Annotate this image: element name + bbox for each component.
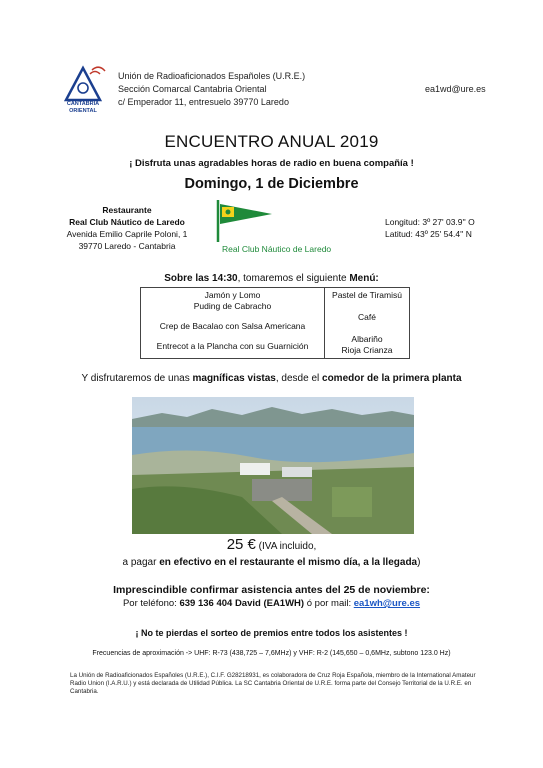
header-org: Unión de Radioaficionados Españoles (U.R.E.) — [118, 71, 306, 81]
views-part: , desde el — [275, 373, 323, 384]
views-highlight: comedor de la primera planta — [322, 373, 462, 384]
menu-intro-text: , tomaremos el siguiente — [237, 273, 350, 284]
longitude: Longitud: 3º 27' 03.9'' O — [385, 217, 475, 227]
payment-text: a pagar — [122, 557, 160, 568]
menu-time: Sobre las 14:30 — [164, 273, 238, 284]
contact-phone: 639 136 404 David (EA1WH) — [179, 598, 305, 609]
menu-left-column — [141, 288, 325, 359]
menu-item: Rioja Crianza — [341, 345, 393, 355]
confirm-contact — [0, 598, 543, 609]
menu-intro — [0, 273, 543, 284]
header-section: Sección Comarcal Cantabria Oriental — [118, 84, 267, 94]
logo-text-1: CANTABRIA — [66, 101, 100, 107]
event-date: Domingo, 1 de Diciembre — [184, 176, 359, 192]
contact-label: ó por mail: — [304, 598, 354, 609]
logo-text-2: ORIENTAL — [69, 108, 97, 114]
footer-note: La Unión de Radioaficionados Españoles (U.R.E.), C.I.F. G28218931, es colaboradora de Cruz Roja Española, miembro de la International Amateur Radio Union (I.A.R.U.) y está declarada de Utilidad Pública. La SC Cantabria Oriental de U.R.E. forma parte del Consejo Territorial de la U.R.E. en Cantabria. — [70, 672, 476, 695]
menu-item: Puding de Cabracho — [193, 301, 272, 311]
aerial-photo-image — [132, 397, 414, 534]
raffle-note: ¡ No te pierdas el sorteo de premios entre todos los asistentes ! — [135, 628, 408, 638]
menu-item: Entrecot a la Plancha con su Guarnición — [156, 341, 309, 351]
price-iva: (IVA incluido, — [255, 541, 317, 552]
views-part: Y disfrutaremos de unas — [81, 373, 193, 384]
ure-logo — [60, 64, 106, 116]
header-address: c/ Emperador 11, entresuelo 39770 Laredo — [118, 97, 289, 107]
club-logo-caption: Real Club Náutico de Laredo — [222, 244, 332, 254]
venue-name: Real Club Náutico de Laredo — [69, 217, 185, 227]
menu-item: Albariño — [351, 334, 383, 344]
confirm-title: Imprescindible confirmar asistencia antes del 25 de noviembre: — [113, 584, 430, 596]
payment-line — [0, 557, 543, 568]
event-title: ENCUENTRO ANUAL 2019 — [164, 132, 379, 151]
price-amount: 25 € — [226, 536, 256, 553]
venue-address-2: 39770 Laredo - Cantabria — [78, 241, 176, 251]
header-email[interactable]: ea1wd@ure.es — [425, 84, 486, 94]
payment-highlight: en efectivo en el restaurante el mismo día, a la llegada — [159, 557, 418, 568]
club-logo — [212, 198, 352, 258]
payment-text: ) — [417, 557, 421, 568]
menu-item: Jamón y Lomo — [204, 290, 261, 300]
price-line — [0, 536, 543, 554]
event-subtitle: ¡ Disfruta unas agradables horas de radio en buena compañía ! — [129, 158, 414, 169]
menu-item: Pastel de Tiramisú — [332, 290, 402, 300]
contact-label: Por teléfono: — [122, 598, 180, 609]
contact-email-link[interactable]: ea1wh@ure.es — [353, 598, 421, 609]
venue-address-1: Avenida Emilio Caprile Poloni, 1 — [66, 229, 188, 239]
aerial-photo — [132, 397, 414, 534]
views-highlight: magníficas vistas — [192, 373, 276, 384]
menu-right-column — [325, 288, 410, 359]
menu-label: Menú: — [349, 273, 379, 284]
venue-label: Restaurante — [102, 205, 152, 215]
latitude: Latitud: 43º 25' 54.4'' N — [385, 229, 472, 239]
views-text — [0, 373, 543, 384]
menu-table — [140, 287, 410, 359]
menu-item: Café — [358, 312, 376, 322]
frequencies: Frecuencias de aproximación -> UHF: R-73 (438,725 – 7,6MHz) y VHF: R-2 (145,650 – 0,6MHz, subtono 123.0 Hz) — [92, 650, 451, 657]
menu-item: Crep de Bacalao con Salsa Americana — [159, 321, 306, 331]
club-flag-icon — [212, 198, 352, 244]
